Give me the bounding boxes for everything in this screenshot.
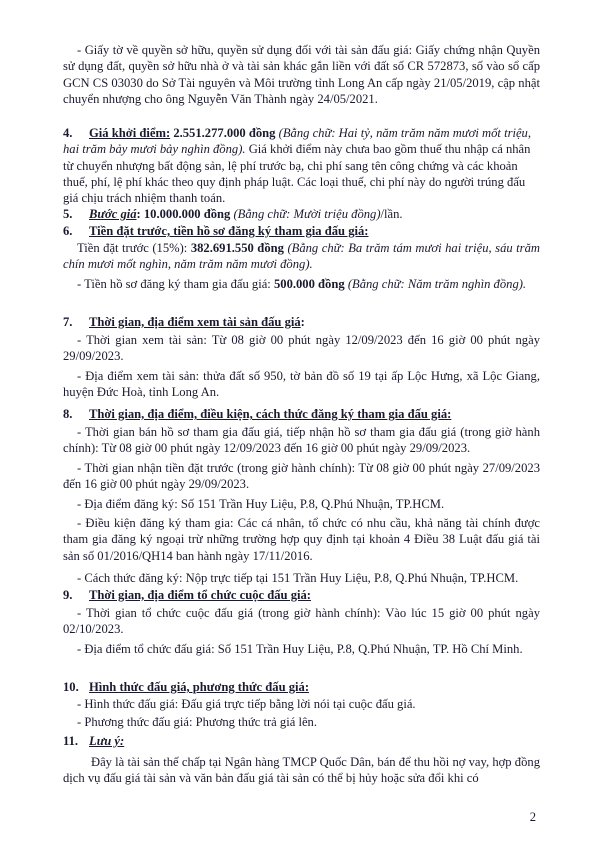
section-title: Thời gian, địa điểm tổ chức cuộc đấu giá:	[89, 588, 311, 602]
section-number: 7.	[63, 315, 73, 329]
ownership-paragraph: - Giấy tờ về quyền sở hữu, quyền sử dụng đối với tài sản đấu giá: Giấy chứng nhận Quyền sử dụng đất, quyền sở hữu nhà ở và tài sản khác gắn liền với đất số CR 572873, số vào sổ cấp GCN CS 03030 do Sở Tài nguyên và Môi trường tỉnh Long An cấp ngày 21/05/2019, cập nhật chuyển nhượng cho ông Nguyễn Văn Thành ngày 24/05/2021.	[63, 43, 540, 106]
deposit-value: 382.691.550 đồng	[190, 241, 284, 255]
list-item: - Cách thức đăng ký: Nộp trực tiếp tại 151 Trần Huy Liệu, P.8, Q.Phú Nhuận, TP.HCM.	[77, 571, 519, 585]
section-number: 8.	[63, 407, 73, 421]
section-9	[63, 587, 540, 603]
list-item: - Thời gian xem tài sản: Từ 08 giờ 00 phút ngày 12/09/2023 đến 16 giờ 00 phút ngày 29/09/2023.	[63, 333, 540, 364]
list-item: - Thời gian nhận tiền đặt trước (trong giờ hành chính): Từ 08 giờ 00 phút ngày 27/09/2023 đến 16 giờ 00 phút ngày 29/09/2023.	[63, 461, 540, 492]
start-price-note: Giá khởi điểm này chưa bao gồm thuế thu nhập cá nhân từ chuyển nhượng bất động sản, lệ phí trước bạ, chi phí sang tên công chứng và các khoản thuế, phí, lệ phí khác theo quy định pháp luật. Các loại thuế, chi phí này do người trúng đấu giá chịu trách nhiệm thanh toán.	[63, 142, 531, 206]
section-title: Thời gian, địa điểm xem tài sản đấu giá	[89, 315, 301, 329]
note-paragraph: Đây là tài sản thế chấp tại Ngân hàng TMCP Quốc Dân, bán để thu hồi nợ vay, hợp đồng dịch vụ đấu giá tài sản và văn bản đấu giá tài sản có thể bị hủy hoặc sửa đổi khi có	[63, 755, 540, 786]
bid-step-value: : 10.000.000 đồng	[136, 207, 231, 221]
list-item: - Phương thức đấu giá: Phương thức trả giá lên.	[77, 715, 317, 729]
section-4	[63, 125, 540, 206]
section-6	[63, 223, 540, 239]
list-item: - Địa điểm đăng ký: Số 151 Trần Huy Liệu, P.8, Q.Phú Nhuận, TP.HCM.	[77, 497, 445, 511]
section-number: 5.	[63, 207, 73, 221]
list-item: - Địa điểm tổ chức đấu giá: Số 151 Trần Huy Liệu, P.8, Q.Phú Nhuận, TP. Hồ Chí Minh.	[77, 642, 523, 656]
section-title: Bước giá	[89, 207, 137, 221]
list-item: - Điều kiện đăng ký tham gia: Các cá nhân, tổ chức có nhu cầu, khả năng tài chính được tham gia đăng ký ngoại trừ những trường hợp quy định tại khoản 4 Điều 38 Luật đấu giá tài sản số 01/2016/QH14 ban hành ngày 17/11/2016.	[63, 516, 540, 563]
list-item: - Thời gian tổ chức cuộc đấu giá (trong giờ hành chính): Vào lúc 15 giờ 00 phút ngày 02/10/2023.	[63, 606, 540, 637]
fee-label: - Tiền hồ sơ đăng ký tham gia đấu giá:	[77, 277, 271, 291]
page-number: 2	[529, 810, 536, 824]
bid-step-words: (Bằng chữ: Mười triệu đồng)	[233, 207, 381, 221]
start-price-value: 2.551.277.000 đồng	[173, 126, 276, 140]
section-title: Thời gian, địa điểm, điều kiện, cách thức đăng ký tham gia đấu giá:	[89, 407, 452, 421]
section-number: 4.	[63, 126, 73, 140]
fee-paragraph	[63, 276, 540, 292]
section-title: Giá khởi điểm:	[89, 126, 171, 140]
list-item: - Hình thức đấu giá: Đấu giá trực tiếp bằng lời nói tại cuộc đấu giá.	[77, 697, 416, 711]
bid-step-tail: /lần.	[380, 207, 403, 221]
deposit-paragraph	[63, 240, 540, 273]
section-title: Lưu ý:	[89, 734, 125, 748]
section-10	[63, 679, 540, 695]
section-number: 9.	[63, 588, 73, 602]
section-title: Tiền đặt trước, tiền hồ sơ đăng ký tham gia đấu giá:	[89, 224, 369, 238]
section-number: 11.	[63, 734, 79, 748]
section-11	[63, 733, 540, 749]
list-item: - Thời gian bán hồ sơ tham gia đấu giá, tiếp nhận hồ sơ tham gia đấu giá (trong giờ hành chính): Từ 08 giờ 00 phút ngày 12/09/2023 đến 16 giờ 00 phút ngày 29/09/2023.	[63, 425, 540, 456]
list-item: - Địa điểm xem tài sản: thửa đất số 950, tờ bản đồ số 19 tại ấp Lộc Hưng, xã Lộc Giang, huyện Đức Hoà, tỉnh Long An.	[63, 369, 540, 400]
fee-value: 500.000 đồng	[273, 277, 345, 291]
deposit-words: (Bằng chữ: Ba trăm tám mươi hai triệu, sáu trăm chín mươi mốt nghìn, năm trăm năm mươi đồng).	[63, 241, 540, 272]
section-number: 10.	[63, 680, 79, 694]
section-8	[63, 406, 540, 422]
section-7: 7. Thời gian, địa điểm xem tài sản đấu giá:	[63, 315, 305, 329]
fee-words: (Bằng chữ: Năm trăm nghìn đồng).	[347, 277, 527, 291]
start-price-words: (Bằng chữ: Hai tỷ, năm trăm năm mươi mốt triệu, hai trăm bảy mươi bảy nghìn đồng).	[63, 126, 532, 157]
section-number: 6.	[63, 224, 73, 238]
section-5	[63, 206, 540, 222]
section-title: Hình thức đấu giá, phương thức đấu giá:	[89, 680, 310, 694]
deposit-label: Tiền đặt trước (15%):	[77, 241, 188, 255]
